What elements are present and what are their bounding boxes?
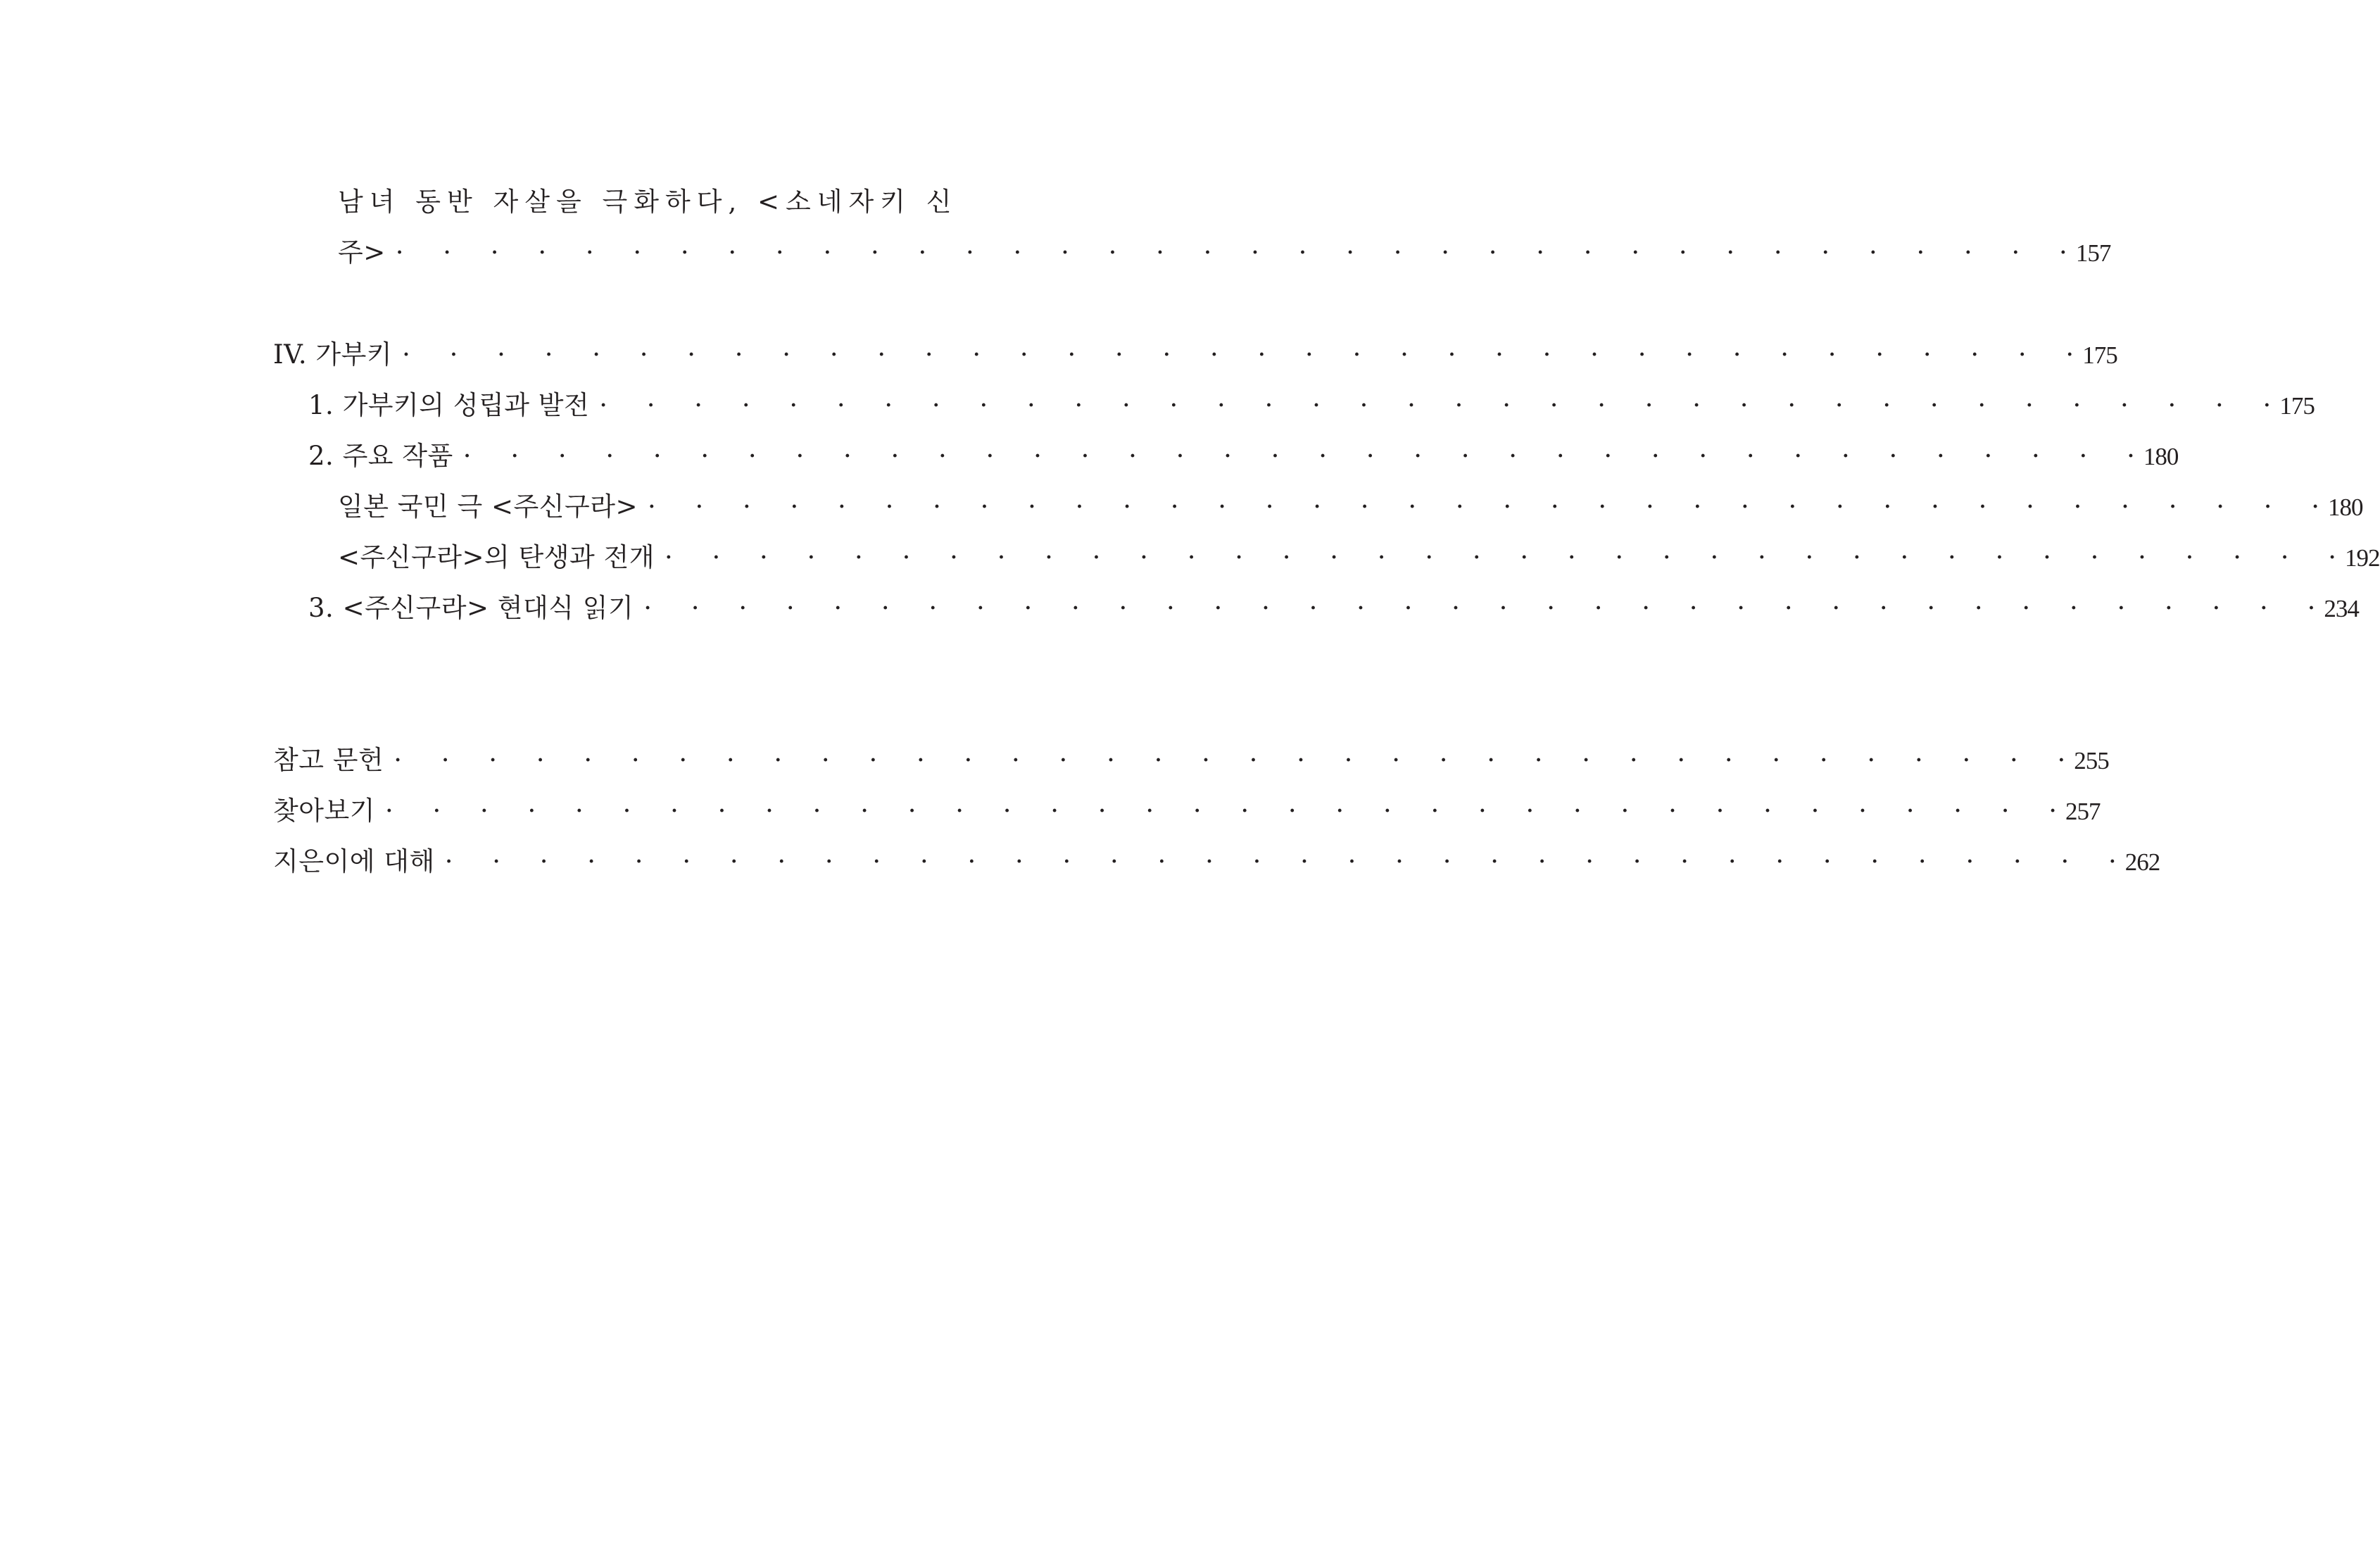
toc-entry-title: 2. 주요 작품 <box>308 441 453 471</box>
leader-dots: · · · · · · · · · · · · · · · · · · · · · · · · · · · · · · · · · · · · <box>395 237 2083 268</box>
toc-entry-title: 찾아보기 <box>273 796 375 826</box>
toc-entry-title: 일본 국민 극 <주신구라> <box>338 491 638 522</box>
toc-entry-title: 참고 문헌 <box>273 745 384 775</box>
toc-entry-title: <주신구라>의 탄생과 전개 <box>338 542 655 572</box>
toc-entry-index[interactable] <box>273 782 2101 826</box>
toc-entry-about-author[interactable] <box>273 832 2160 877</box>
leader-dots: · · · · · · · · · · · · · · · · · · · · · · · · · · · · · · · · · · · · <box>444 846 2132 877</box>
toc-entry-subsection-birth[interactable] <box>273 528 2380 572</box>
toc-entry-section-3[interactable] <box>273 579 2359 623</box>
toc-entry-sonezaki-continued[interactable] <box>273 223 2111 268</box>
leader-dots: · · · · · · · · · · · · · · · · · · · · · · · · · · · · · · · · · · · · <box>384 796 2073 826</box>
toc-page-number: 192 <box>2345 544 2380 572</box>
leader-dots: · · · · · · · · · · · · · · · · · · · · · · · · · · · · · · · · · · · · <box>664 542 2353 572</box>
toc-page-number: 262 <box>2124 848 2160 876</box>
toc-entry-title: IV. 가부키 <box>273 339 393 370</box>
toc-entry-section-1[interactable] <box>273 376 2315 420</box>
toc-page-number: 234 <box>2324 595 2359 622</box>
leader-dots: · · · · · · · · · · · · · · · · · · · · · · · · · · · · · · · · · · · · <box>643 593 2331 623</box>
toc-entry-title: 1. 가부키의 성립과 발전 <box>308 390 590 420</box>
toc-page-number: 257 <box>2065 798 2101 825</box>
toc-entry-chapter-4[interactable] <box>273 325 2117 370</box>
toc-page-number: 255 <box>2074 747 2109 774</box>
toc-entry-title: 주> <box>338 237 386 268</box>
toc-entry-references[interactable] <box>273 731 2109 775</box>
toc-entry-subsection-national-play[interactable] <box>273 477 2363 522</box>
toc-entry-section-2[interactable] <box>273 427 2179 471</box>
leader-dots: · · · · · · · · · · · · · · · · · · · · · · · · · · · · · · · · · · · · <box>402 339 2090 370</box>
toc-page-number: 175 <box>2279 392 2315 420</box>
leader-dots: · · · · · · · · · · · · · · · · · · · · · · · · · · · · · · · · · · · · <box>647 491 2336 522</box>
toc-page-number: 180 <box>2328 494 2363 521</box>
toc-entry-sonezaki <box>273 172 958 217</box>
toc-entry-title: 3. <주신구라> 현대식 읽기 <box>308 593 634 623</box>
leader-dots: · · · · · · · · · · · · · · · · · · · · · · · · · · · · · · · · · · · · <box>599 390 2287 420</box>
toc-entry-title: 지은이에 대해 <box>273 846 435 877</box>
toc-page-number: 175 <box>2082 341 2117 369</box>
toc-page-number: 180 <box>2143 443 2179 470</box>
toc-entry-title: 남녀 동반 자살을 극화하다, <소네자키 신 <box>338 187 958 217</box>
toc-page-number: 157 <box>2075 239 2111 267</box>
leader-dots: · · · · · · · · · · · · · · · · · · · · · · · · · · · · · · · · · · · · <box>393 745 2082 775</box>
leader-dots: · · · · · · · · · · · · · · · · · · · · · · · · · · · · · · · · · · · · <box>462 441 2151 471</box>
